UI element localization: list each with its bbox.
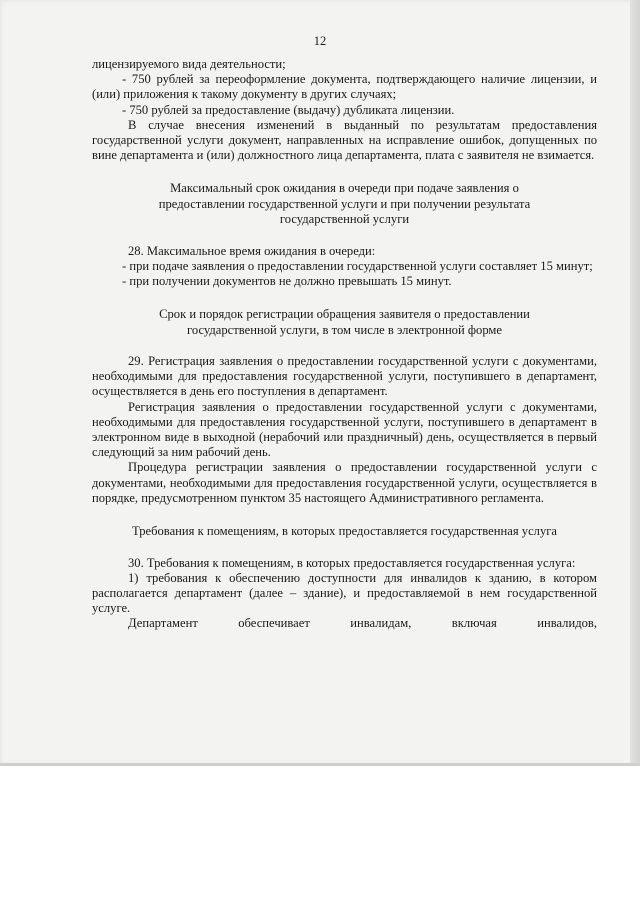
paragraph-registration-procedure: Процедура регистрации заявления о предоставлении государственной услуги с документами, необходимыми для предоставления государственной услуги, осуществляется в порядке, предусмотренном пунктом 35 настоящего Административного регламента. xyxy=(92,460,597,505)
section-heading-registration: Срок и порядок регистрации обращения заявителя о предоставлении государственной услуги, в том числе в электронной форме xyxy=(159,307,530,337)
page-bottom-edge xyxy=(0,763,640,766)
paragraph-department-provides: Департамент обеспечивает инвалидам, включая инвалидов, xyxy=(128,616,597,631)
paragraph-item-30: 30. Требования к помещениям, в которых предоставляется государственная услуга: xyxy=(128,555,576,570)
paragraph-item-29: 29. Регистрация заявления о предоставлении государственной услуги с документами, необходимыми для предоставления государственной услуги, поступившего в департамент, осуществляется в день его поступления в департамент. xyxy=(92,354,597,399)
section-heading-queue-time: Максимальный срок ожидания в очереди при подаче заявления о предоставлении государственной услуги и при получении результата государственной услуги xyxy=(158,181,531,227)
document-body xyxy=(92,57,597,632)
paragraph-fee-duplicate: - 750 рублей за предоставление (выдачу) дубликата лицензии. xyxy=(122,102,455,117)
paragraph-electronic-registration: Регистрация заявления о предоставлении государственной услуги с документами, необходимыми для предоставления государственной услуги, поступившего в департамент в электронном виде в выходной (нерабочий или праздничный) день, осуществляется в первый следующий за ним рабочий день. xyxy=(92,399,597,460)
paragraph-queue-submit: - при подаче заявления о предоставлении государственной услуги составляет 15 минут; xyxy=(122,258,593,273)
paragraph-accessibility: 1) требования к обеспечению доступности для инвалидов к зданию, в котором располагается департамент (далее – здание), и предоставляемой в нем государственной услуге. xyxy=(92,570,597,616)
page-number: 12 xyxy=(313,34,327,48)
paragraph-item-28: 28. Максимальное время ожидания в очереди: xyxy=(128,243,376,258)
paragraph-fee-reissue: - 750 рублей за переоформление документа, подтверждающего наличие лицензии, и (или) приложения к такому документу в других случаях; xyxy=(92,72,597,102)
paragraph-error-correction: В случае внесения изменений в выданный по результатам предоставления государственной услуги документ, направленных на исправление ошибок, допущенных по вине департамента и (или) должностного лица департамента, плата с заявителя не взимается. xyxy=(92,117,597,163)
page-edge-shadow xyxy=(630,0,640,765)
paragraph-license-end: лицензируемого вида деятельности; xyxy=(92,57,286,71)
section-heading-premises: Требования к помещениям, в которых предоставляется государственная услуга xyxy=(132,524,558,539)
paragraph-queue-receive: - при получении документов не должно превышать 15 минут. xyxy=(122,274,452,289)
